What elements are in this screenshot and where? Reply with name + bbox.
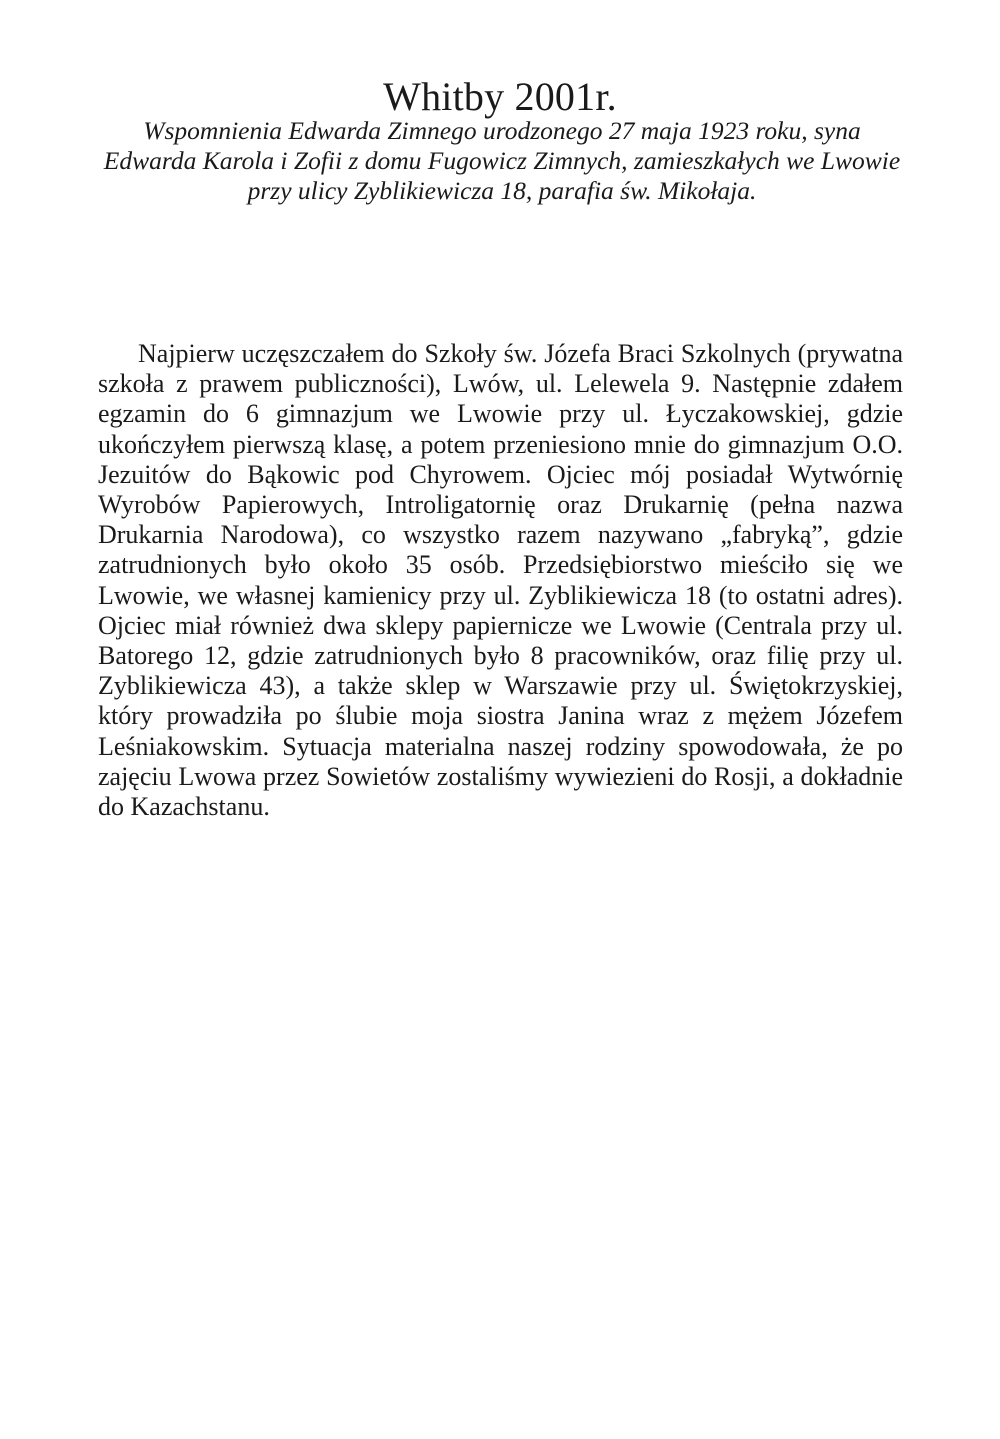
body-paragraph: Najpierw uczęszczałem do Szkoły św. Józefa Braci Szkolnych (prywatna szkoła z prawem publiczności), Lwów, ul. Lelewela 9. Następnie zdałem egzamin do 6 gimnazjum we Lwowie przy ul. Łyczakowskiej, gdzie ukończyłem pierwszą klasę, a potem przeniesiono mnie do gimnazjum O.O. Jezuitów do Bąkowic pod Chyrowem. Ojciec mój posiadał Wytwórnię Wyrobów Papierowych, Introligatornię oraz Drukarnię (pełna nazwa Drukarnia Narodowa), co wszystko razem nazywano „fabryką”, gdzie zatrudnionych było około 35 osób. Przedsiębiorstwo mieściło się we Lwowie, we własnej kamienicy przy ul. Zyblikiewicza 18 (to ostatni adres). Ojciec miał również dwa sklepy papiernicze we Lwowie (Centrala przy ul. Batorego 12, gdzie zatrudnionych było 8 pracowników, oraz filię przy ul. Zyblikiewicza 43), a także sklep w Warszawie przy ul. Świętokrzyskiej, który prowadziła po ślubie moja siostra Janina wraz z mężem Józefem Leśniakowskim. Sytuacja materialna naszej rodziny spowodowała, że po zajęciu Lwowa przez Sowietów zostaliśmy wywiezieni do Rosji, a dokładnie do Kazachstanu. [98,339,903,822]
page-title: Whitby 2001r. [383,74,617,119]
page-subtitle: Wspomnienia Edwarda Zimnego urodzonego 27 maja 1923 roku, syna Edwarda Karola i Zofii z domu Fugowicz Zimnych, zamieszkałych we Lwowie przy ulicy Zyblikiewicza 18, parafia św. Mikołaja. [103,116,901,205]
